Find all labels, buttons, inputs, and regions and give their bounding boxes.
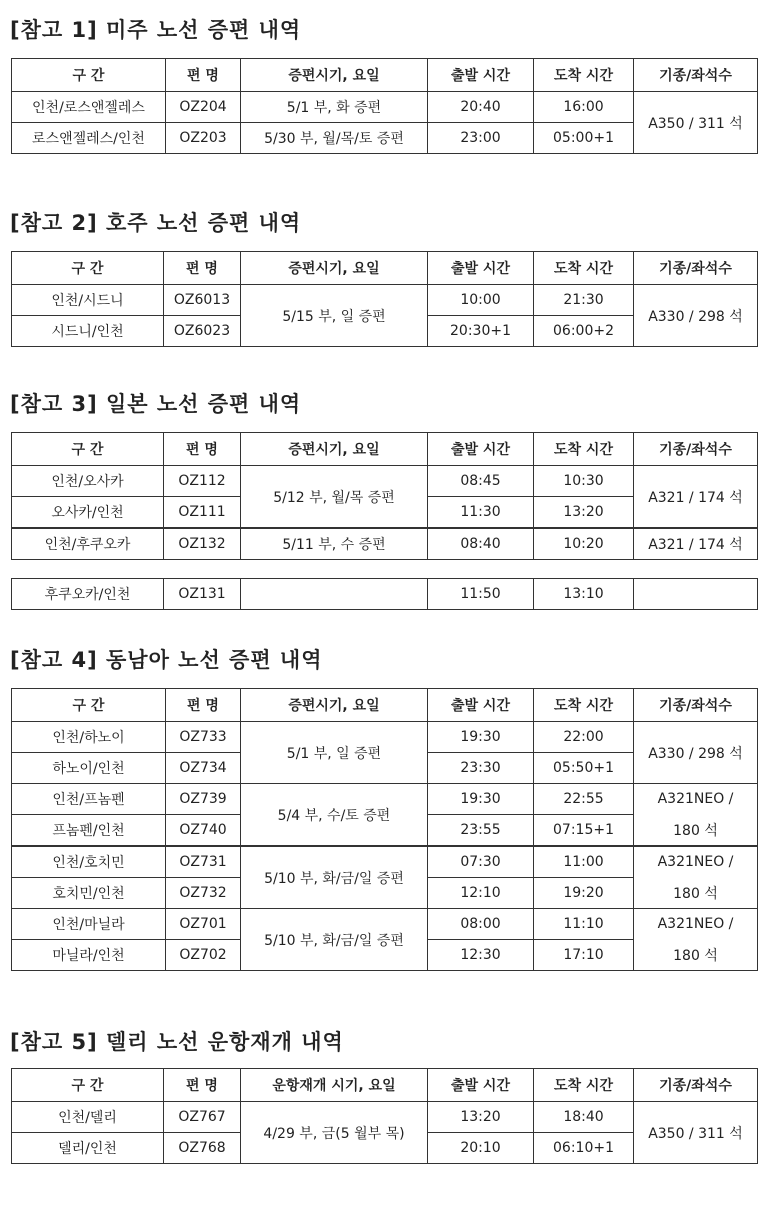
schedule-cell: 5/11 부, 수 증편 [241,528,428,560]
flight-cell: OZ731 [166,846,241,878]
table-row [12,92,758,123]
header-arrival: 도착 시간 [534,689,634,722]
aircraft-cell: 180 석 [634,815,758,847]
header-schedule: 증편시기, 요일 [241,433,428,466]
route-cell: 프놈펜/인천 [12,815,166,847]
flight-cell: OZ111 [164,497,241,529]
flight-cell: OZ131 [164,579,241,610]
route-cell: 마닐라/인천 [12,940,166,971]
aircraft-cell: A321NEO / [634,784,758,815]
arrival-cell: 06:00+2 [534,316,634,347]
header-departure: 출발 시간 [428,689,534,722]
header-departure: 출발 시간 [428,1069,534,1102]
table-row [12,846,758,878]
aircraft-cell: A330 / 298 석 [634,722,758,784]
table-header-row [12,1069,758,1102]
route-cell: 인천/오사카 [12,466,164,497]
departure-cell: 23:30 [428,753,534,784]
flight-cell: OZ203 [166,123,241,154]
schedule-cell: 5/1 부, 화 증편 [241,92,428,123]
route-cell: 인천/후쿠오카 [12,528,164,560]
route-cell: 후쿠오카/인천 [12,579,164,610]
header-aircraft: 기종/좌석수 [634,252,758,285]
table-row [12,466,758,497]
departure-cell: 20:10 [428,1133,534,1164]
header-departure: 출발 시간 [428,433,534,466]
route-cell: 인천/로스앤젤레스 [12,92,166,123]
flight-cell: OZ733 [166,722,241,753]
route-cell: 인천/마닐라 [12,909,166,940]
departure-cell: 11:50 [428,579,534,610]
flight-cell: OZ734 [166,753,241,784]
route-cell: 인천/시드니 [12,285,164,316]
section-title: [참고 1] 미주 노선 증편 내역 [10,18,302,42]
flight-cell: OZ132 [164,528,241,560]
header-route: 구 간 [12,689,166,722]
arrival-cell: 11:00 [534,846,634,878]
departure-cell: 11:30 [428,497,534,529]
schedule-cell: 5/12 부, 월/목 증편 [241,466,428,529]
table-row [12,579,758,610]
arrival-cell: 10:20 [534,528,634,560]
departure-cell: 20:40 [428,92,534,123]
arrival-cell: 05:00+1 [534,123,634,154]
aircraft-cell: 180 석 [634,940,758,971]
flight-cell: OZ204 [166,92,241,123]
arrival-cell: 22:55 [534,784,634,815]
route-cell: 인천/호치민 [12,846,166,878]
table-row [12,722,758,753]
header-route: 구 간 [12,252,164,285]
arrival-cell: 22:00 [534,722,634,753]
aircraft-cell: A321NEO / [634,846,758,878]
flight-cell: OZ6013 [164,285,241,316]
route-cell: 하노이/인천 [12,753,166,784]
header-arrival: 도착 시간 [534,59,634,92]
schedule-cell: 4/29 부, 금(5 월부 목) [241,1102,428,1164]
arrival-cell: 10:30 [534,466,634,497]
table-header-row [12,252,758,285]
route-cell: 시드니/인천 [12,316,164,347]
departure-cell: 20:30+1 [428,316,534,347]
schedule-cell: 5/10 부, 화/금/일 증편 [241,846,428,909]
flight-table [11,58,758,154]
route-cell: 인천/델리 [12,1102,164,1133]
aircraft-cell: A321NEO / [634,909,758,940]
header-flight: 편 명 [164,252,241,285]
header-arrival: 도착 시간 [534,1069,634,1102]
header-route: 구 간 [12,59,166,92]
schedule-cell: 5/10 부, 화/금/일 증편 [241,909,428,971]
header-route: 구 간 [12,1069,164,1102]
arrival-cell: 17:10 [534,940,634,971]
table-row [12,528,758,560]
header-flight: 편 명 [164,1069,241,1102]
aircraft-cell: A330 / 298 석 [634,285,758,347]
flight-cell: OZ768 [164,1133,241,1164]
route-cell: 델리/인천 [12,1133,164,1164]
arrival-cell: 13:10 [534,579,634,610]
header-aircraft: 기종/좌석수 [634,1069,758,1102]
departure-cell: 10:00 [428,285,534,316]
flight-cell: OZ701 [166,909,241,940]
route-cell: 호치민/인천 [12,878,166,909]
route-cell: 로스앤젤레스/인천 [12,123,166,154]
header-flight: 편 명 [166,689,241,722]
arrival-cell: 21:30 [534,285,634,316]
arrival-cell: 18:40 [534,1102,634,1133]
departure-cell: 13:20 [428,1102,534,1133]
aircraft-cell: A321 / 174 석 [634,528,758,560]
header-arrival: 도착 시간 [534,433,634,466]
arrival-cell: 13:20 [534,497,634,529]
departure-cell: 23:55 [428,815,534,847]
table-header-row [12,59,758,92]
section-title: [참고 3] 일본 노선 증편 내역 [10,392,302,416]
arrival-cell: 19:20 [534,878,634,909]
schedule-cell: 5/15 부, 일 증편 [241,285,428,347]
table-header-row [12,433,758,466]
section-title: [참고 5] 델리 노선 운항재개 내역 [10,1030,344,1054]
flight-table [11,251,758,347]
aircraft-cell: A321 / 174 석 [634,466,758,529]
header-arrival: 도착 시간 [534,252,634,285]
table-row [12,285,758,316]
flight-cell: OZ739 [166,784,241,815]
table-row [12,1102,758,1133]
departure-cell: 23:00 [428,123,534,154]
header-flight: 편 명 [164,433,241,466]
header-aircraft: 기종/좌석수 [634,689,758,722]
flight-table-continued [11,578,758,610]
schedule-cell: 5/4 부, 수/토 증편 [241,784,428,847]
table-row [12,784,758,815]
header-schedule: 증편시기, 요일 [241,59,428,92]
header-route: 구 간 [12,433,164,466]
aircraft-cell: A350 / 311 석 [634,92,758,154]
header-schedule: 운항재개 시기, 요일 [241,1069,428,1102]
aircraft-cell [634,579,758,610]
header-departure: 출발 시간 [428,252,534,285]
table-header-row [12,689,758,722]
flight-table [11,432,758,560]
flight-cell: OZ112 [164,466,241,497]
header-departure: 출발 시간 [428,59,534,92]
departure-cell: 12:10 [428,878,534,909]
header-flight: 편 명 [166,59,241,92]
flight-cell: OZ6023 [164,316,241,347]
schedule-cell: 5/1 부, 일 증편 [241,722,428,784]
header-aircraft: 기종/좌석수 [634,433,758,466]
route-cell: 오사카/인천 [12,497,164,529]
departure-cell: 08:40 [428,528,534,560]
header-aircraft: 기종/좌석수 [634,59,758,92]
flight-cell: OZ732 [166,878,241,909]
flight-cell: OZ767 [164,1102,241,1133]
header-schedule: 증편시기, 요일 [241,689,428,722]
aircraft-cell: A350 / 311 석 [634,1102,758,1164]
departure-cell: 07:30 [428,846,534,878]
section-title: [참고 2] 호주 노선 증편 내역 [10,211,302,235]
section-title: [참고 4] 동남아 노선 증편 내역 [10,648,323,672]
schedule-cell [241,579,428,610]
arrival-cell: 16:00 [534,92,634,123]
flight-cell: OZ740 [166,815,241,847]
departure-cell: 08:00 [428,909,534,940]
departure-cell: 12:30 [428,940,534,971]
departure-cell: 19:30 [428,784,534,815]
table-row [12,909,758,940]
departure-cell: 08:45 [428,466,534,497]
arrival-cell: 07:15+1 [534,815,634,847]
flight-table [11,688,758,971]
arrival-cell: 06:10+1 [534,1133,634,1164]
schedule-cell: 5/30 부, 월/목/토 증편 [241,123,428,154]
departure-cell: 19:30 [428,722,534,753]
arrival-cell: 11:10 [534,909,634,940]
flight-table [11,1068,758,1164]
route-cell: 인천/프놈펜 [12,784,166,815]
aircraft-cell: 180 석 [634,878,758,909]
route-cell: 인천/하노이 [12,722,166,753]
header-schedule: 증편시기, 요일 [241,252,428,285]
arrival-cell: 05:50+1 [534,753,634,784]
flight-cell: OZ702 [166,940,241,971]
